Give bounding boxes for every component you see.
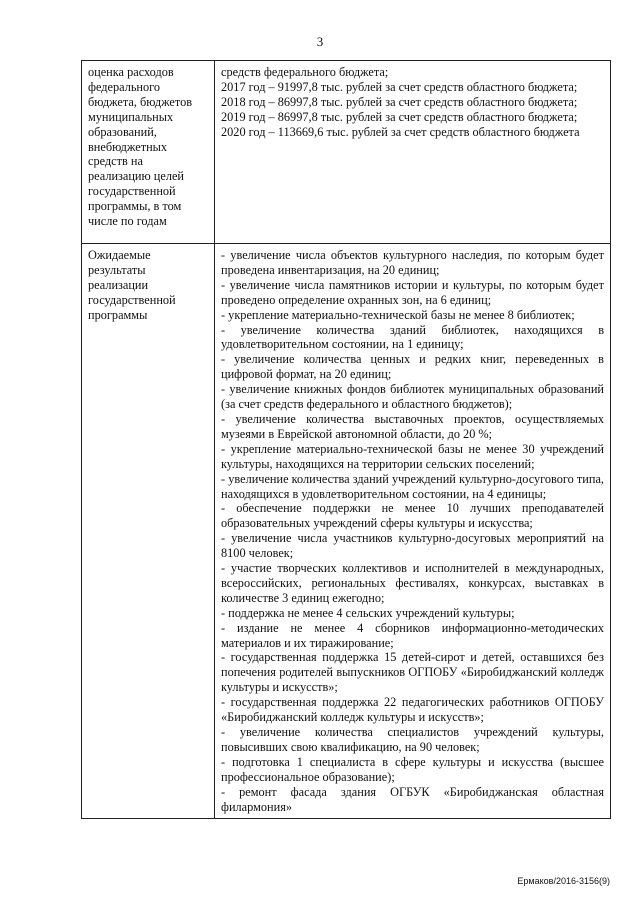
row-label-results: Ожидаемые результаты реализации государственной программы <box>82 244 215 819</box>
row-label-expenses: оценка расходов федерального бюджета, бюджетов муниципальных образований, внебюджетных средств на реализацию целей государственной программы, в том числе по годам <box>82 61 215 244</box>
result-item: - увеличение количества зданий учреждений культурно-досугового типа, находящихся в удовлетворительном состоянии, на 4 единицы; <box>221 471 604 501</box>
result-item: - поддержка не менее 4 сельских учреждений культуры; <box>221 605 515 620</box>
expense-line-2020: 2020 год – 113669,6 тыс. рублей за счет средств областного бюджета <box>221 124 580 139</box>
result-item: - укрепление материально-технической базы не менее 8 библиотек; <box>221 307 575 322</box>
expense-line-2019: 2019 год – 86997,8 тыс. рублей за счет средств областного бюджета; <box>221 109 578 124</box>
result-item: - издание не менее 4 сборников информационно-методических материалов и их тиражирование; <box>221 620 604 650</box>
result-item: - ремонт фасада здания ОГБУК «Биробиджанская областная филармония» <box>221 784 604 814</box>
result-item: - увеличение количества выставочных проектов, осуществляемых музеями в Еврейской автономной области, до 20 %; <box>221 411 604 441</box>
result-item: - увеличение количества ценных и редких книг, переведенных в цифровой формат, на 20 единиц; <box>221 352 604 382</box>
result-item: - государственная поддержка 15 детей-сирот и детей, оставшихся без попечения родителей выпускников ОГПОБУ «Биробиджанский колледж культуры и искусств»; <box>221 650 604 695</box>
program-passport-table <box>81 60 611 819</box>
result-item: - увеличение книжных фондов библиотек муниципальных образований (за счет средств федерального и областного бюджетов); <box>221 382 604 412</box>
expense-line-2017: 2017 год – 91997,8 тыс. рублей за счет средств областного бюджета; <box>221 79 578 94</box>
result-item: - увеличение числа объектов культурного наследия, по которым будет проведена инвентаризация, на 20 единиц; <box>221 248 604 277</box>
result-item: - укрепление материально-технической базы не менее 30 учреждений культуры, находящихся на территории сельских поселений; <box>221 441 604 471</box>
row-content-expenses <box>215 61 611 244</box>
result-item: - государственная поддержка 22 педагогических работников ОГПОБУ «Биробиджанский колледж культуры и искусств»; <box>221 695 604 725</box>
expense-line: средств федерального бюджета; <box>221 65 389 79</box>
page-number: 3 <box>316 34 324 49</box>
result-item: - участие творческих коллективов и исполнителей в международных, всероссийских, региональных фестивалях, конкурсах, выставках в количестве 3 единиц ежегодно; <box>221 561 604 605</box>
result-item: - обеспечение поддержки не менее 10 лучших преподавателей образовательных учреждений сферы культуры и искусства; <box>221 501 604 531</box>
result-item: - увеличение количества зданий библиотек, находящихся в удовлетворительном состоянии, на 1 единицу; <box>221 322 604 352</box>
result-item: - подготовка 1 специалиста в сфере культуры и искусства (высшее профессиональное образование); <box>221 754 604 784</box>
footer-reference: Ермаков/2016-3156(9) <box>517 876 610 886</box>
table-row-results <box>82 244 611 819</box>
result-item: - увеличение числа участников культурно-досуговых мероприятий на 8100 человек; <box>221 531 604 561</box>
expense-line-2018: 2018 год – 86997,8 тыс. рублей за счет средств областного бюджета; <box>221 94 578 109</box>
table-row-expenses <box>82 61 611 244</box>
result-item: - увеличение количества специалистов учреждений культуры, повысивших свою квалификацию, на 90 человек; <box>221 725 604 754</box>
result-item: - увеличение числа памятников истории и культуры, по которым будет проведено определение охранных зон, на 6 единиц; <box>221 277 604 307</box>
row-content-results <box>215 244 611 819</box>
